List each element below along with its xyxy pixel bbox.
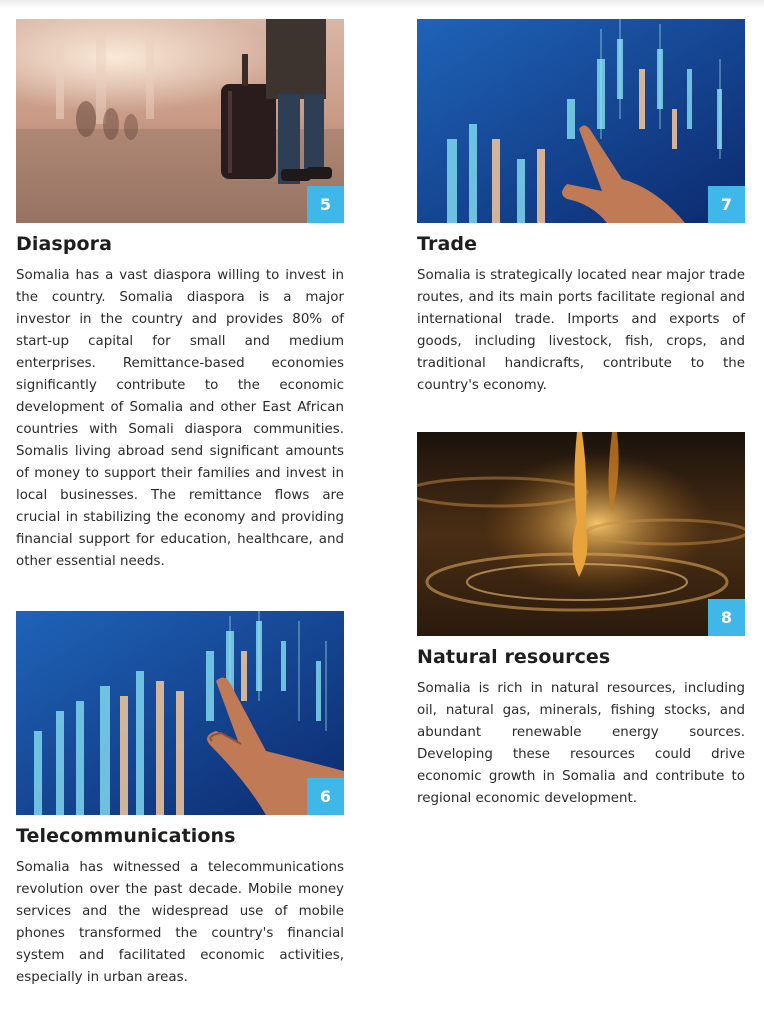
section-number-badge: 7	[708, 186, 745, 223]
oil-splash-photo	[417, 432, 745, 636]
section-trade	[417, 19, 745, 397]
section-body: Somalia is rich in natural resources, including oil, natural gas, minerals, fishing stocks, and abundant renewable energy sources. Developing these resources could drive economic growth in Somalia and contribute to regional economic development.	[417, 681, 745, 806]
trade-image	[417, 19, 745, 223]
section-title: Trade	[417, 233, 478, 255]
natural-resources-image	[417, 432, 745, 636]
section-title: Natural resources	[417, 646, 611, 668]
telecommunications-image	[16, 611, 344, 815]
section-number-badge: 8	[708, 599, 745, 636]
page-top-edge	[0, 0, 764, 8]
candlestick-hand-photo	[417, 19, 745, 223]
section-number-badge: 6	[307, 778, 344, 815]
section-diaspora	[16, 19, 344, 573]
section-body: Somalia is strategically located near major trade routes, and its main ports facilitate regional and international trade. Imports and exports of goods, including livestock, fish, crops, and traditional handicrafts, contribute to the country's economy.	[417, 268, 745, 393]
section-number-badge: 5	[307, 186, 344, 223]
section-title: Telecommunications	[16, 825, 236, 847]
candlestick-hand-photo	[16, 611, 344, 815]
section-body: Somalia has a vast diaspora willing to invest in the country. Somalia diaspora is a major investor in the country and provides 80% of start-up capital for small and medium enterprises. Remittance-based economies significantly contribute to the economic development of Somalia and other East African countries with Somali diaspora communities. Somalis living abroad send significant amounts of money to support their families and invest in local businesses. The remittance flows are crucial in stabilizing the economy and providing financial support for education, healthcare, and other essential needs.	[16, 268, 344, 569]
airport-photo	[16, 19, 344, 223]
diaspora-image	[16, 19, 344, 223]
section-body: Somalia has witnessed a telecommunications revolution over the past decade. Mobile money services and the widespread use of mobile phones transformed the country's financial system and facilitated economic activities, especially in urban areas.	[16, 860, 344, 985]
section-telecommunications	[16, 611, 344, 989]
section-natural-resources	[417, 432, 745, 810]
section-title: Diaspora	[16, 233, 113, 255]
